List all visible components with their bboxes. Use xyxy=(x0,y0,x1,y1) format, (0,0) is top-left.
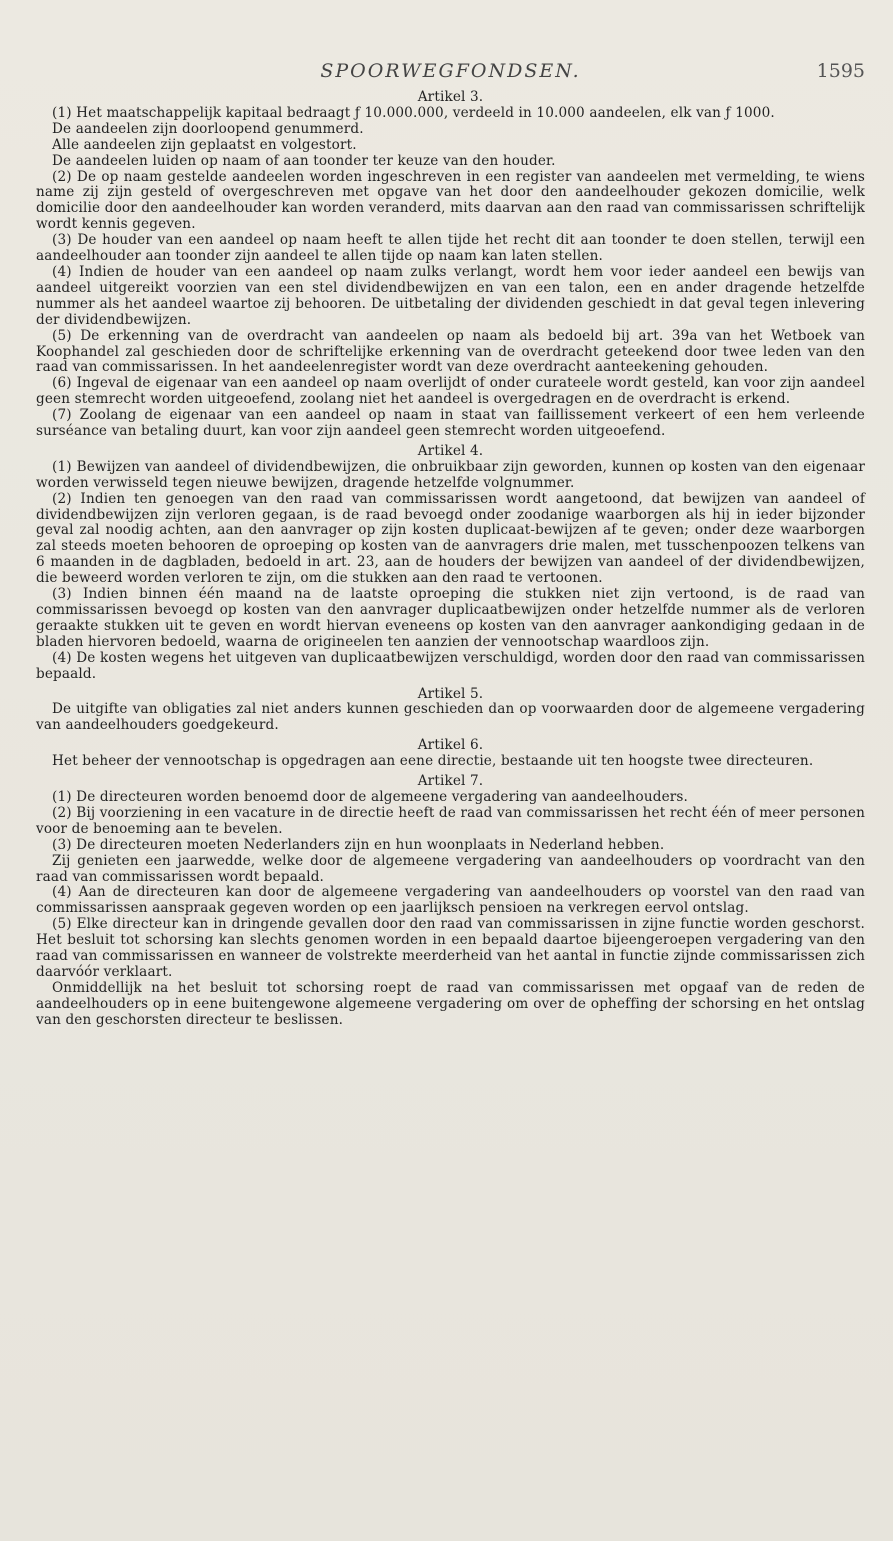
article-paragraph: (5) Elke directeur kan in dringende gevallen door den raad van commissarissen in zijne functie worden geschorst. Het besluit tot schorsing kan slechts genomen worden in een bepaald daartoe bijeengeroepen vergadering van den raad van commissarissen en wanneer de volstrekte meerderheid van het aantal in functie zijnde commissarissen zich daarvóór verklaart. xyxy=(36,916,865,980)
article-section xyxy=(36,738,865,770)
article-paragraph: (1) Bewijzen van aandeel of dividendbewijzen, die onbruikbaar zijn geworden, kunnen op kosten van den eigenaar worden verwisseld tegen nieuwe bewijzen, dragende hetzelfde volgnummer. xyxy=(36,458,865,491)
article-paragraph: (2) De op naam gestelde aandeelen worden ingeschreven in een register van aandeelen met vermelding, te wiens name zij zijn gesteld of overgeschreven met opgave van het door den aandeelhouder gekozen domicilie, welk domicilie door den aandeelhouder kan worden veranderd, mits daarvan aan den raad van commissarissen schriftelijk wordt kennis gegeven. xyxy=(36,168,865,233)
article-paragraph: (2) Indien ten genoegen van den raad van commissarissen wordt aangetoond, dat bewijzen van aandeel of dividendbewijzen zijn verloren gegaan, is de raad bevoegd onder zoodanige waarborgen als hij in ieder bijzonder geval zal noodig achten, aan den aanvrager op zijn kosten duplicaat-bewijzen af te geven; onder deze waarborgen zal steeds moeten behooren de oproeping op kosten van de aanvragers drie malen, met tusschenpoozen telkens van 6 maanden in de dagbladen, bedoeld in art. 23, aan de houders der bewijzen van aandeel of der dividendbewijzen, die beweerd worden verloren te zijn, om die stukken aan den raad te vertoonen. xyxy=(36,490,865,587)
article-section xyxy=(36,90,865,440)
article-paragraph: (7) Zoolang de eigenaar van een aandeel op naam in staat van faillissement verkeert of een hem verleende surséance van betaling duurt, kan voor zijn aandeel geen stemrecht worden uitgeoefend. xyxy=(36,407,865,440)
document-body xyxy=(36,90,865,1029)
article-section xyxy=(36,444,865,683)
article-paragraph: De aandeelen zijn doorloopend genummerd. xyxy=(52,120,364,137)
article-heading: Artikel 4. xyxy=(417,442,484,459)
article-paragraph: De uitgifte van obligaties zal niet anders kunnen geschieden dan op voorwaarden door de algemeene vergadering van aandeelhouders goedgekeurd. xyxy=(36,701,865,734)
article-paragraph: Het beheer der vennootschap is opgedragen aan eene directie, bestaande uit ten hoogste twee directeuren. xyxy=(52,753,814,770)
article-section xyxy=(36,687,865,735)
article-paragraph: (1) Het maatschappelijk kapitaal bedraagt ƒ 10.000.000, verdeeld in 10.000 aandeelen, elk van ƒ 1000. xyxy=(52,104,775,121)
article-paragraph: (4) Aan de directeuren kan door de algemeene vergadering van aandeelhouders op voorstel van den raad van commissarissen aanspraak gegeven worden op een jaarlijksch pensioen na verkregen eervol ontslag. xyxy=(36,884,865,917)
article-heading: Artikel 6. xyxy=(417,737,484,754)
article-paragraph: (5) De erkenning van de overdracht van aandeelen op naam als bedoeld bij art. 39a van het Wetboek van Koophandel zal geschieden door de schriftelijke erkenning van de overdracht geteekend door twee leden van den raad van commissarissen. In het aandeelenregister wordt van deze overdracht aanteekening gehouden. xyxy=(36,327,865,376)
article-paragraph: (1) De directeuren worden benoemd door de algemeene vergadering van aandeelhouders. xyxy=(52,788,689,805)
article-paragraph: Alle aandeelen zijn geplaatst en volgestort. xyxy=(52,136,357,153)
article-paragraph: De aandeelen luiden op naam of aan toonder ter keuze van den houder. xyxy=(52,152,556,169)
article-paragraph: Onmiddellijk na het besluit tot schorsing roept de raad van commissarissen met opgaaf van de reden de aandeelhouders op in eene buitengewone algemeene vergadering om over de opheffing der schorsing en het ontslag van den geschorsten directeur te beslissen. xyxy=(36,979,865,1028)
article-heading: Artikel 3. xyxy=(417,89,484,105)
article-paragraph: (4) De kosten wegens het uitgeven van duplicaatbewijzen verschuldigd, worden door den raad van commissarissen bepaald. xyxy=(36,649,865,682)
running-header xyxy=(36,52,865,86)
article-heading: Artikel 5. xyxy=(417,685,484,702)
article-paragraph: (3) De directeuren moeten Nederlanders zijn en hun woonplaats in Nederland hebben. xyxy=(52,836,665,853)
article-section xyxy=(36,774,865,1029)
article-paragraph: (4) Indien de houder van een aandeel op naam zulks verlangt, wordt hem voor ieder aandeel een bewijs van aandeel uitgereikt voorzien van een stel dividendbewijzen en van een talon, een en ander dragende hetzelfde nummer als het aandeel waartoe zij behooren. De uitbetaling der dividenden geschiedt in dat geval tegen inlevering der dividendbewijzen. xyxy=(36,263,865,328)
running-title: SPOORWEGFONDSEN. xyxy=(320,60,581,82)
article-paragraph: (2) Bij voorziening in een vacature in de directie heeft de raad van commissarissen het recht één of meer personen voor de benoeming aan te bevelen. xyxy=(36,804,865,837)
page-number: 1595 xyxy=(816,60,865,82)
article-paragraph: Zij genieten een jaarwedde, welke door de algemeene vergadering van aandeelhouders op voordracht van den raad van commissarissen wordt bepaald. xyxy=(36,852,865,885)
article-heading: Artikel 7. xyxy=(417,773,484,790)
article-paragraph: (3) Indien binnen één maand na de laatste oproeping die stukken niet zijn vertoond, is de raad van commissarissen bevoegd op kosten van den aanvrager duplicaatbewijzen onder hetzelfde nummer als de verloren geraakte stukken uit te geven en wordt hiervan eveneens op kosten van den aanvrager aankondiging gedaan in de bladen hiervoren bedoeld, waarna de origineelen ten aanzien der vennootschap waardloos zijn. xyxy=(36,586,865,650)
article-paragraph: (3) De houder van een aandeel op naam heeft te allen tijde het recht dit aan toonder te doen stellen, terwijl een aandeelhouder aan toonder zijn aandeel te allen tijde op naam kan laten stellen. xyxy=(36,232,865,265)
article-paragraph: (6) Ingeval de eigenaar van een aandeel op naam overlijdt of onder curateele wordt gesteld, kan voor zijn aandeel geen stemrecht worden uitgeoefend, zoolang niet het aandeel is overgedragen en de overdracht is erkend. xyxy=(36,375,865,408)
